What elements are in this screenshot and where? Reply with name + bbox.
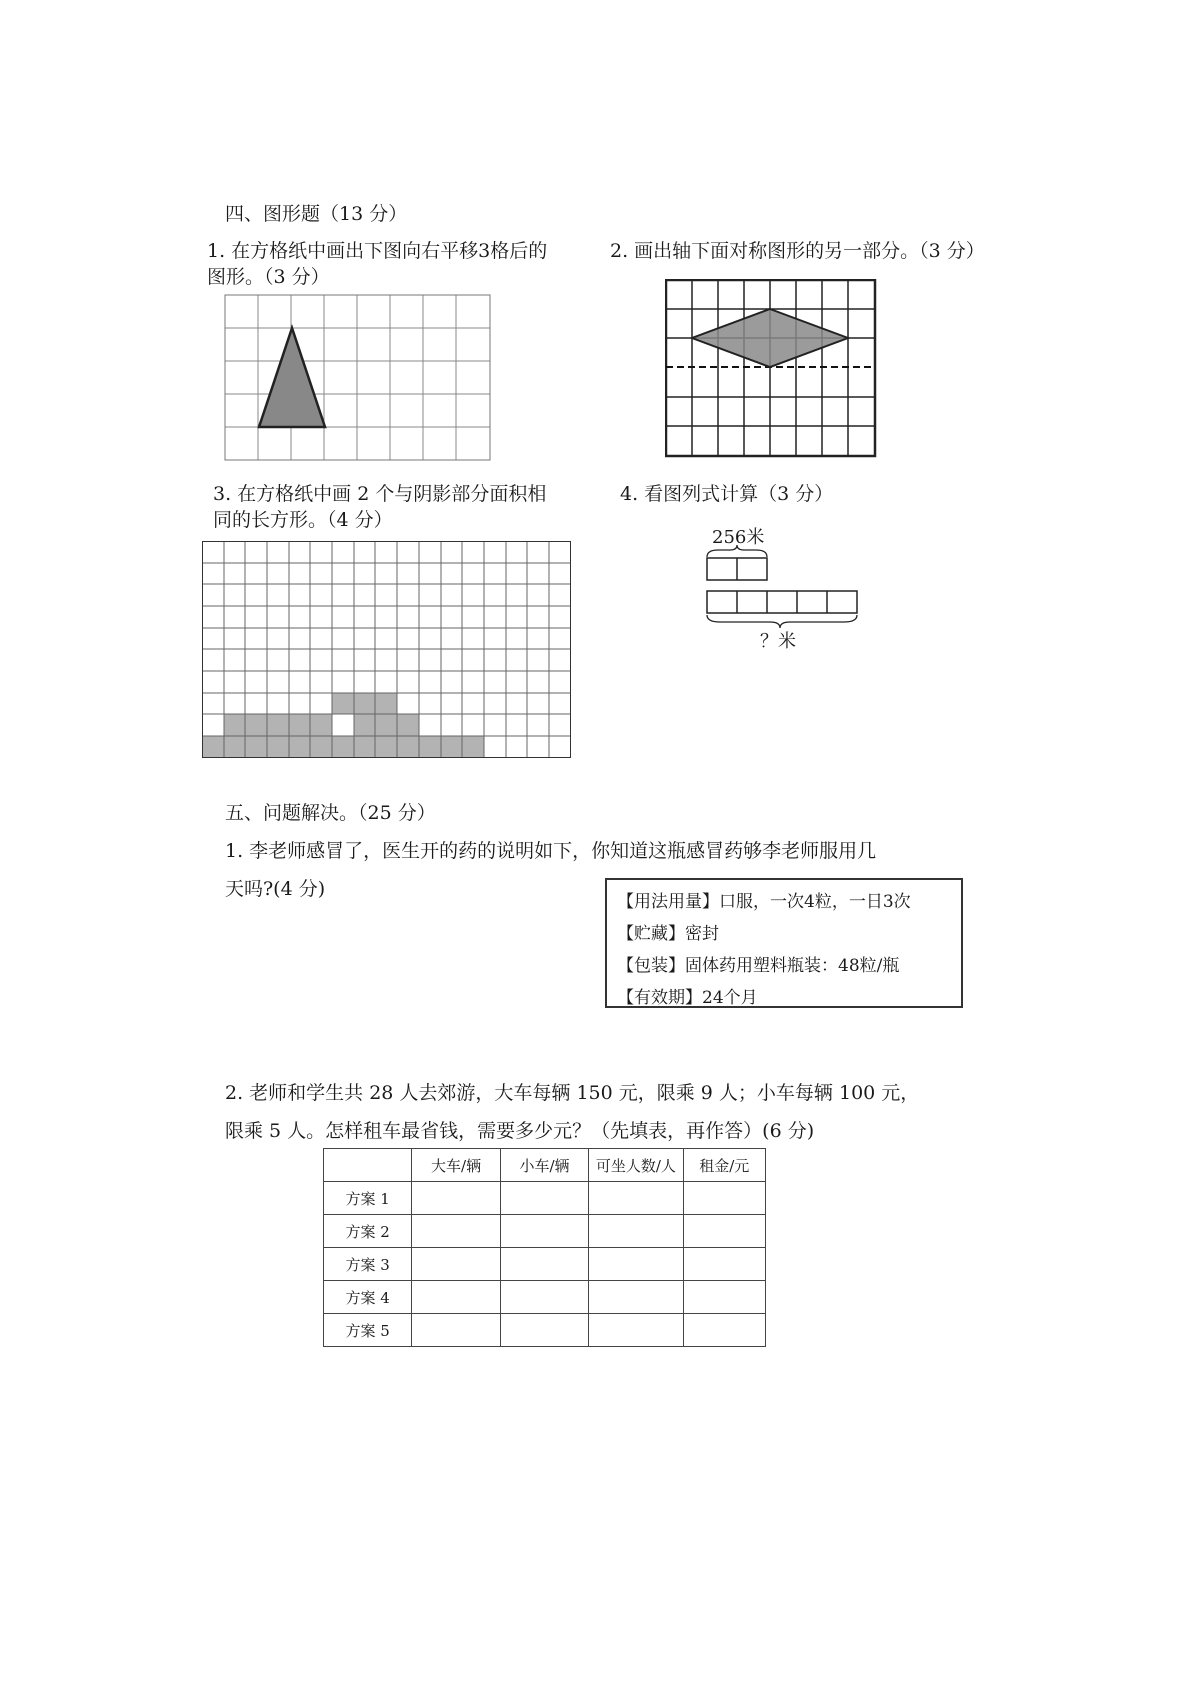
- answer-cell[interactable]: [683, 1182, 765, 1215]
- dosage-line: 【用法用量】口服，一次4粒，一日3次: [617, 892, 911, 912]
- storage-line: 【贮藏】密封: [617, 924, 719, 944]
- question-5-2-line1: 2. 老师和学生共 28 人去郊游，大车每辆 150 元，限乘 9 人；小车每辆 100 元，: [225, 1082, 920, 1104]
- table-row: [324, 1182, 766, 1215]
- table-header-row: [324, 1149, 766, 1182]
- plan-label: 方案 5: [324, 1314, 412, 1347]
- answer-cell[interactable]: [412, 1248, 500, 1281]
- package-line: 【包装】固体药用塑料瓶装：48粒/瓶: [617, 956, 900, 976]
- question-4-3-text: 3. 在方格纸中画 2 个与阴影部分面积相同的长方形。（4 分）: [213, 483, 547, 531]
- question-5-1-line1: 1. 李老师感冒了，医生开的药的说明如下，你知道这瓶感冒药够李老师服用几: [225, 840, 877, 862]
- long-bar: [707, 591, 857, 613]
- answer-cell[interactable]: [589, 1314, 683, 1347]
- area-grid: [202, 541, 572, 759]
- header-seats: 可坐人数/人: [589, 1149, 683, 1182]
- header-rent: 租金/元: [683, 1149, 765, 1182]
- answer-cell[interactable]: [500, 1314, 588, 1347]
- translation-grid: [224, 294, 492, 462]
- question-4-1-text: 1. 在方格纸中画出下图向右平移3格后的图形。（3 分）: [207, 240, 548, 288]
- answer-cell[interactable]: [589, 1215, 683, 1248]
- answer-cell[interactable]: [500, 1248, 588, 1281]
- question-5-2-line2: 限乘 5 人。怎样租车最省钱，需要多少元？（先填表，再作答）(6 分): [225, 1120, 815, 1142]
- table-row: [324, 1215, 766, 1248]
- question-4-2-text: 2. 画出轴下面对称图形的另一部分。（3 分）: [610, 240, 985, 262]
- plan-label: 方案 3: [324, 1248, 412, 1281]
- question-4-4-text: 4. 看图列式计算（3 分）: [620, 483, 834, 505]
- answer-cell[interactable]: [683, 1248, 765, 1281]
- answer-cell[interactable]: [500, 1281, 588, 1314]
- table-row: [324, 1248, 766, 1281]
- bottom-length-label: ？米: [760, 631, 796, 652]
- rental-plan-table: [323, 1148, 766, 1347]
- header-small-bus: 小车/辆: [500, 1149, 588, 1182]
- top-brace: [707, 545, 767, 557]
- expiry-line: 【有效期】24个月: [617, 988, 758, 1008]
- symmetry-grid: [665, 279, 877, 459]
- rhombus-half-shape: [692, 309, 848, 367]
- plan-label: 方案 2: [324, 1215, 412, 1248]
- header-big-bus: 大车/辆: [412, 1149, 500, 1182]
- medicine-label-box: [605, 878, 963, 1008]
- answer-cell[interactable]: [412, 1215, 500, 1248]
- section-5-title: 五、问题解决。（25 分）: [225, 802, 436, 824]
- section-4-title: 四、图形题（13 分）: [225, 203, 408, 225]
- answer-cell[interactable]: [589, 1248, 683, 1281]
- triangle-shape: [259, 328, 325, 427]
- top-length-label: 256米: [712, 527, 765, 548]
- answer-cell[interactable]: [683, 1281, 765, 1314]
- answer-cell[interactable]: [412, 1182, 500, 1215]
- table-row: [324, 1281, 766, 1314]
- plan-label: 方案 1: [324, 1182, 412, 1215]
- header-cell-empty: [324, 1149, 412, 1182]
- answer-cell[interactable]: [683, 1314, 765, 1347]
- answer-cell[interactable]: [683, 1215, 765, 1248]
- plan-label: 方案 4: [324, 1281, 412, 1314]
- answer-cell[interactable]: [500, 1182, 588, 1215]
- table-row: [324, 1314, 766, 1347]
- answer-cell[interactable]: [500, 1215, 588, 1248]
- answer-cell[interactable]: [412, 1281, 500, 1314]
- answer-cell[interactable]: [589, 1281, 683, 1314]
- answer-cell[interactable]: [412, 1314, 500, 1347]
- question-5-1-line2: 天吗?(4 分): [225, 878, 326, 900]
- answer-cell[interactable]: [589, 1182, 683, 1215]
